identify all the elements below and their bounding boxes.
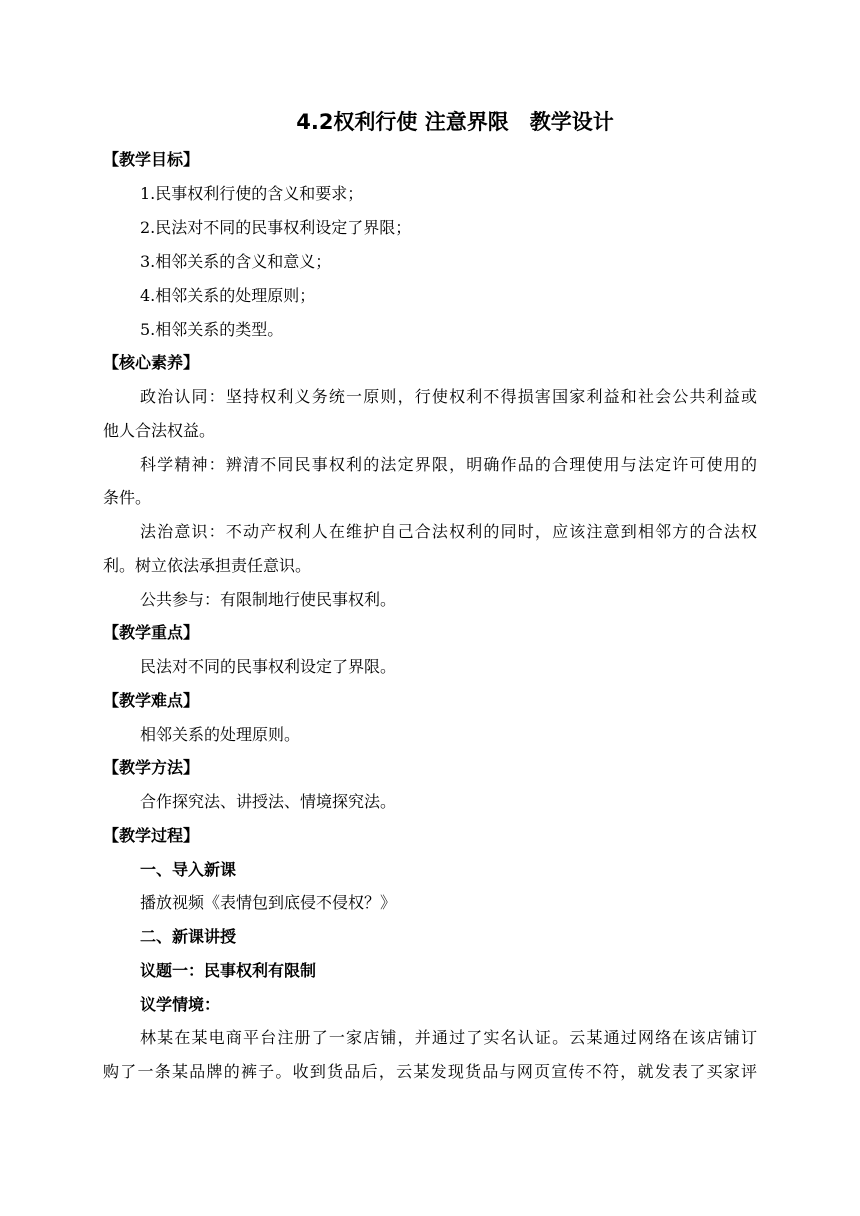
paragraph-line: 林某在某电商平台注册了一家店铺，并通过了实名认证。云某通过网络在该店铺订: [140, 1028, 757, 1047]
section-heading-process: 【教学过程】: [103, 826, 200, 845]
paragraph-line: 科学精神：辨清不同民事权利的法定界限，明确作品的合理使用与法定许可使用的: [140, 455, 757, 474]
subheading-new-lesson: 二、新课讲授: [140, 927, 237, 946]
paragraph-line: 合作探究法、讲授法、情境探究法。: [140, 792, 397, 811]
paragraph-line: 条件。: [103, 488, 152, 507]
paragraph-line: 公共参与：有限制地行使民事权利。: [140, 590, 397, 609]
document-title: 4.2权利行使 注意界限 教学设计: [296, 110, 614, 134]
objective-item: 1.民事权利行使的含义和要求；: [140, 184, 364, 203]
objective-item: 3.相邻关系的含义和意义；: [140, 252, 332, 271]
paragraph-line: 购了一条某品牌的裤子。收到货品后，云某发现货品与网页宣传不符，就发表了买家评: [103, 1062, 757, 1081]
objective-item: 2.民法对不同的民事权利设定了界限；: [140, 218, 412, 237]
paragraph-line: 民法对不同的民事权利设定了界限。: [140, 657, 397, 676]
objective-item: 5.相邻关系的类型。: [140, 320, 284, 339]
subheading-topic-one: 议题一：民事权利有限制: [140, 961, 317, 980]
section-heading-key-points: 【教学重点】: [103, 623, 200, 642]
paragraph-line: 播放视频《表情包到底侵不侵权？》: [140, 893, 397, 912]
paragraph-line: 他人合法权益。: [103, 421, 216, 440]
subheading-intro: 一、导入新课: [140, 860, 237, 879]
section-heading-methods: 【教学方法】: [103, 758, 200, 777]
section-heading-literacy: 【核心素养】: [103, 353, 200, 372]
paragraph-line: 利。树立依法承担责任意识。: [103, 556, 312, 575]
paragraph-line: 法治意识：不动产权利人在维护自己合法权利的同时，应该注意到相邻方的合法权: [140, 522, 757, 541]
section-heading-objectives: 【教学目标】: [103, 150, 200, 169]
subheading-scenario: 议学情境：: [140, 995, 221, 1014]
objective-item: 4.相邻关系的处理原则；: [140, 286, 316, 305]
paragraph-line: 相邻关系的处理原则。: [140, 725, 301, 744]
section-heading-difficulties: 【教学难点】: [103, 691, 200, 710]
paragraph-line: 政治认同：坚持权利义务统一原则，行使权利不得损害国家利益和社会公共利益或: [140, 387, 757, 406]
